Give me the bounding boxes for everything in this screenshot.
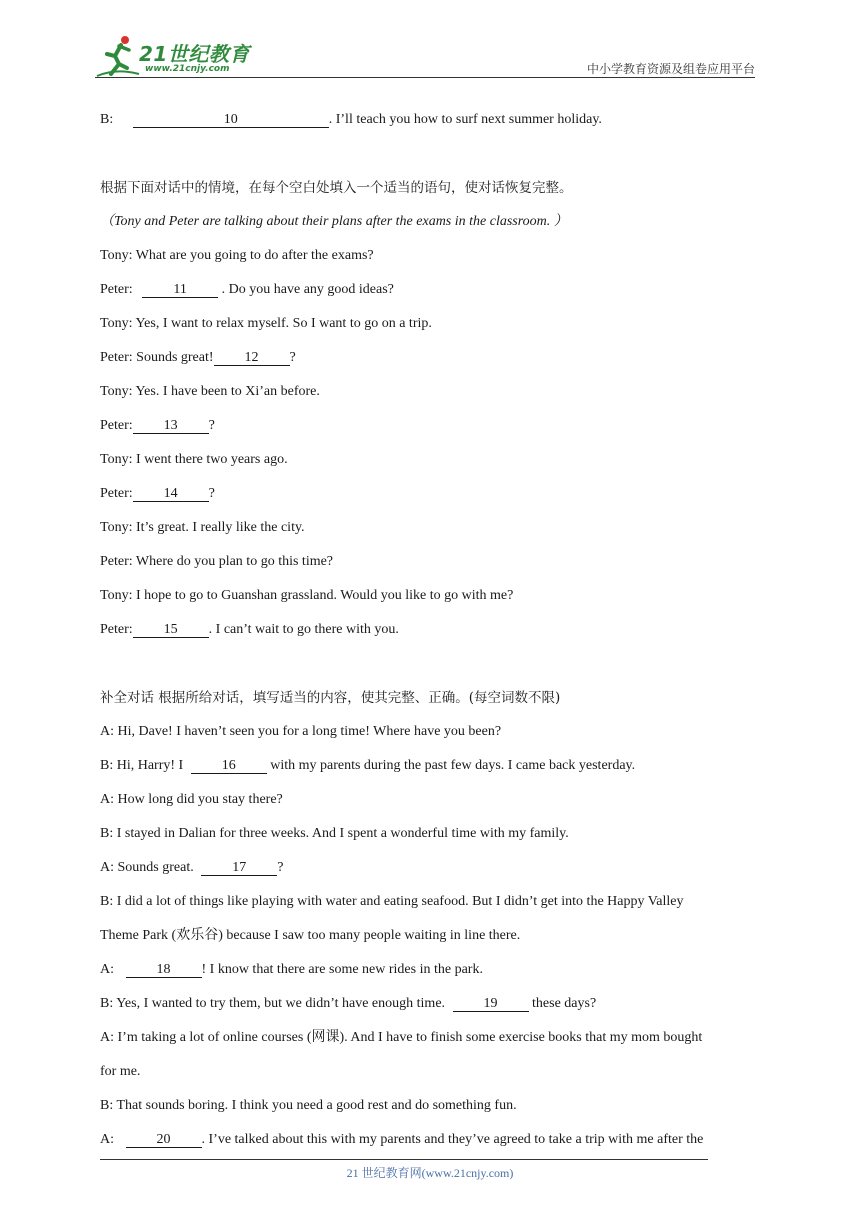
line-text: ? [208, 418, 215, 433]
dialogue-line: Tony: I went there two years ago. [100, 452, 288, 467]
answer-blank-10[interactable]: 10 [133, 112, 329, 128]
dialogue-line [100, 953, 760, 987]
dialogue-line [100, 851, 760, 885]
dialogue-line: B: That sounds boring. I think you need a good rest and do something fun. [100, 1098, 517, 1113]
dialogue-line [100, 749, 760, 783]
speaker-text: Peter: [100, 418, 133, 433]
dialogue-line: Peter: Where do you plan to go this time? [100, 554, 334, 569]
dialogue-line: Tony: I hope to go to Guanshan grassland. Would you like to go with me? [100, 588, 514, 603]
line-text: ? [208, 486, 215, 501]
dialogue-line: A: I’m taking a lot of online courses (网课). And I have to finish some exercise books that my mom bought [100, 1030, 703, 1045]
site-logo[interactable] [95, 34, 265, 78]
line-text: ? [289, 350, 296, 365]
dialogue-line [100, 987, 760, 1021]
footer-divider [100, 1159, 708, 1160]
dialogue-line: A: Hi, Dave! I haven’t seen you for a long time! Where have you been? [100, 724, 502, 739]
answer-blank-18[interactable]: 18 [126, 962, 202, 978]
document-body [100, 103, 760, 1157]
speaker-text: Peter: [100, 622, 133, 637]
header-divider [95, 77, 755, 78]
answer-blank-12[interactable]: 12 [214, 350, 290, 366]
speaker-text: A: [100, 1132, 114, 1147]
line-text: . I’ve talked about this with my parents and they’ve agreed to take a trip with me after the [201, 1132, 704, 1147]
logo-url-text: www.21cnjy.com [145, 64, 230, 74]
section-gap [100, 647, 760, 681]
speaker-text: Peter: [100, 282, 133, 297]
section-instruction: 根据下面对话中的情境，在每个空白处填入一个适当的语句，使对话恢复完整。 [100, 180, 573, 196]
line-text: . I can’t wait to go there with you. [208, 622, 399, 637]
speaker-text: B: Hi, Harry! I [100, 758, 184, 773]
dialogue-line: B: I stayed in Dalian for three weeks. And I spent a wonderful time with my family. [100, 826, 569, 841]
dialogue-line: Tony: What are you going to do after the exams? [100, 248, 374, 263]
line-text: . Do you have any good ideas? [221, 282, 394, 297]
dialogue-line: Tony: It’s great. I really like the city. [100, 520, 305, 535]
dialogue-line [100, 273, 760, 307]
line-text: . I’ll teach you how to surf next summer holiday. [328, 112, 602, 127]
dialogue-line: Tony: Yes, I want to relax myself. So I want to go on a trip. [100, 316, 432, 331]
line-text: ? [277, 860, 284, 875]
dialogue-line: Theme Park (欢乐谷) because I saw too many people waiting in line there. [100, 928, 521, 943]
speaker-text: Peter: Sounds great! [100, 350, 214, 365]
dialogue-line [100, 477, 760, 511]
answer-blank-16[interactable]: 16 [191, 758, 267, 774]
dialogue-line: Tony: Yes. I have been to Xi’an before. [100, 384, 320, 399]
line-text: ! I know that there are some new rides in the park. [201, 962, 483, 977]
dialogue-line: A: How long did you stay there? [100, 792, 283, 807]
dialogue-line [100, 103, 760, 137]
speaker-text: A: Sounds great. [100, 860, 194, 875]
speaker-text: B: [100, 112, 114, 127]
platform-name: 中小学教育资源及组卷应用平台 [586, 62, 755, 76]
dialogue-line: for me. [100, 1064, 141, 1079]
answer-blank-19[interactable]: 19 [453, 996, 529, 1012]
page-footer[interactable]: 21 世纪教育网(www.21cnjy.com) [346, 1166, 514, 1180]
logo-brand-text: 21世纪教育 [139, 42, 250, 66]
dialogue-line [100, 613, 760, 647]
section-instruction: 补全对话 根据所给对话，填写适当的内容，使其完整、正确。(每空词数不限) [100, 690, 561, 706]
answer-blank-14[interactable]: 14 [133, 486, 209, 502]
dialogue-line [100, 1123, 760, 1157]
speaker-text: Peter: [100, 486, 133, 501]
answer-blank-17[interactable]: 17 [201, 860, 277, 876]
line-text: these days? [532, 996, 597, 1011]
answer-blank-13[interactable]: 13 [133, 418, 209, 434]
line-text: with my parents during the past few days. I came back yesterday. [270, 758, 636, 773]
dialogue-line [100, 409, 760, 443]
speaker-text: B: Yes, I wanted to try them, but we didn’t have enough time. [100, 996, 446, 1011]
scene-description: （Tony and Peter are talking about their plans after the exams in the classroom. ） [100, 214, 568, 229]
page-header [95, 34, 755, 78]
answer-blank-20[interactable]: 20 [126, 1132, 202, 1148]
answer-blank-11[interactable]: 11 [142, 282, 218, 298]
speaker-text: A: [100, 962, 114, 977]
section-gap [100, 137, 760, 171]
dialogue-line [100, 341, 760, 375]
dialogue-line: B: I did a lot of things like playing with water and eating seafood. But I didn’t get into the Happy Valley [100, 894, 684, 909]
answer-blank-15[interactable]: 15 [133, 622, 209, 638]
runner-logo-icon [95, 34, 141, 78]
